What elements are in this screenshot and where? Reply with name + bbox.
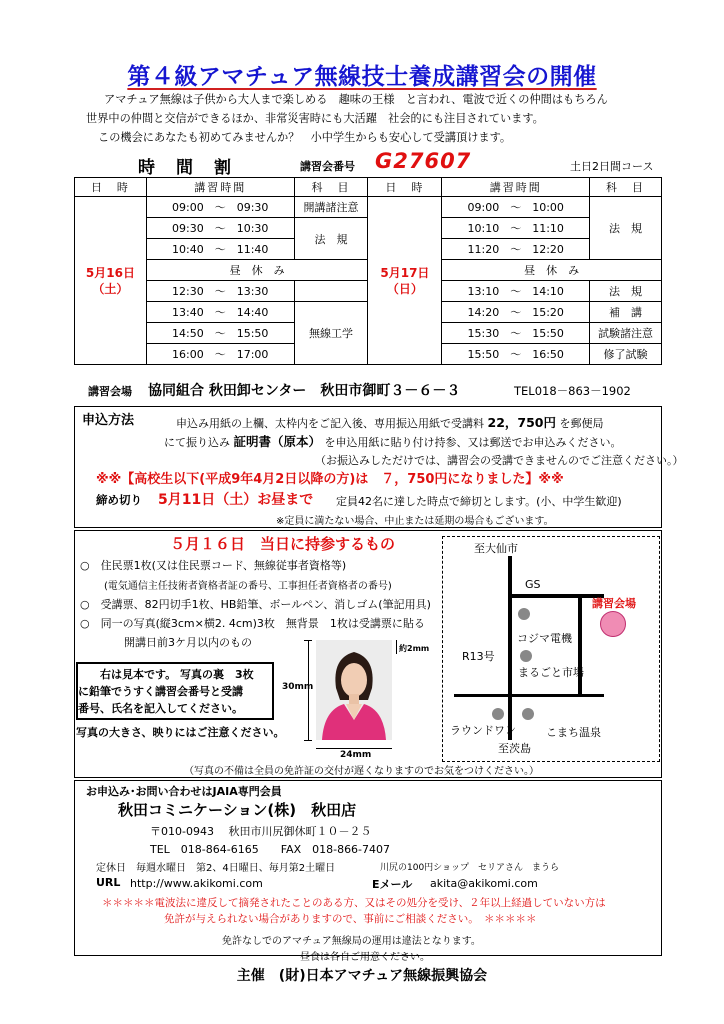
map-marker-kojima <box>520 650 532 662</box>
course-type: 土日2日間コース <box>570 160 654 173</box>
map-label-north: 至大仙市 <box>474 542 518 555</box>
map-label-roundone: ラウンドワン <box>450 724 516 737</box>
day1-weekday: （土） <box>92 281 129 296</box>
header-subject: 科 目 <box>590 178 662 197</box>
day2-date: 5月17日 <box>380 265 430 280</box>
photo-top-gap-label: 約2mm <box>399 644 430 653</box>
day1-subject: 無線工学 <box>294 302 368 365</box>
day1-time: 16:00 ～ 17:00 <box>146 344 294 365</box>
application-label: 申込方法 <box>82 413 135 428</box>
header-time: 講習時間 <box>146 178 294 197</box>
photo-width-label: 24mm <box>340 750 372 760</box>
day1-time: 09:00 ～ 09:30 <box>146 197 294 218</box>
map-label-kojima: コジマ電機 <box>517 632 572 645</box>
map-side-road <box>510 594 604 598</box>
day1-date: 5月16日 <box>85 265 135 280</box>
email-link[interactable]: akita@akikomi.com <box>430 877 538 890</box>
header-date: 日 時 <box>368 178 442 197</box>
email-label: Eメール <box>372 878 413 891</box>
dimension-tick <box>304 740 312 741</box>
student-fee-note: ※※【高校生以下(平成9年4月2日以降の方)は ７，750円になりました】※※ <box>96 472 564 487</box>
lunch-note: 昼食は各自ご用意ください。 <box>300 952 430 963</box>
application-line-1-end: を郵便局 <box>559 417 604 430</box>
venue-name: 協同組合 秋田卸センター 秋田市御町３－６－３ <box>148 383 461 399</box>
bring-item-1: ○ 住民票1枚(又は住民票コード、無線従事者資格等) <box>80 559 347 572</box>
day2-subject: 試験諸注意 <box>590 323 662 344</box>
day2-time: 10:10 ～ 11:10 <box>442 218 590 239</box>
bring-item-3: ○ 同一の写真(縦3cm×横2. 4cm)3枚 無背景 1枚は受講票に貼る <box>80 617 425 630</box>
header-date: 日 時 <box>75 178 147 197</box>
application-line-3: （お振込みしただけでは、講習会の受講できませんのでご注意ください。） <box>315 454 684 467</box>
map-route-13 <box>508 556 512 740</box>
illegal-operation-note: 免許なしでのアマチュア無線局の運用は違法となります。 <box>222 936 481 947</box>
map-marker-venue <box>600 611 626 637</box>
application-line-2 <box>164 432 622 450</box>
map-side-road-v <box>578 596 582 696</box>
day1-subject: 法 規 <box>294 218 368 260</box>
day2-subject: 補 講 <box>590 302 662 323</box>
certificate-text: 証明書（原本） <box>233 434 322 449</box>
day1-date-cell <box>75 197 147 365</box>
day2-time: 14:20 ～ 15:20 <box>442 302 590 323</box>
sample-note-line-2: に鉛筆でうすく講習会番号と受講 <box>78 685 243 698</box>
application-line-2-end: を申込用紙に貼り付け持参、又は郵送でお申込みください。 <box>324 436 622 449</box>
shop-holiday: 定休日 毎週水曜日 第2、4日曜日、毎月第2土曜日 <box>96 863 336 874</box>
bring-item-1-sub: (電気通信主任技術者資格者証の番号、工事担任者資格者の番号) <box>104 581 392 592</box>
venue-tel: TEL018－863－1902 <box>514 384 631 398</box>
day2-time: 09:00 ～ 10:00 <box>442 197 590 218</box>
course-fee: 22，750円 <box>487 415 556 430</box>
organizer: 主催 (財)日本アマチュア無線振興協会 <box>236 968 488 984</box>
map-label-gs: GS <box>525 578 541 591</box>
day1-subject: 開講諸注意 <box>294 197 368 218</box>
deadline-note: 定員42名に達した時点で締切とします。(小、中学生歓迎) <box>336 495 622 508</box>
intro-line-1: アマチュア無線は子供から大人まで楽しめる 趣味の王様 と言われ、電波で近くの仲間はもちろん <box>104 93 608 106</box>
day2-subject: 法 規 <box>590 197 662 260</box>
application-line-1-text: 申込み用紙の上欄、太枠内をご記入後、専用振込用紙で受講料 <box>176 417 484 430</box>
page-title: 第４級アマチュア無線技士養成講習会の開催 <box>127 64 597 90</box>
bring-item-3-sub: 開講日前3ケ月以内のもの <box>124 636 252 649</box>
intro-line-2: 世界中の仲間と交信ができるほか、非常災害時にも大活躍 社会的にも注目されています。 <box>86 112 544 125</box>
map-marker-komachi <box>522 708 534 720</box>
day1-time: 09:30 ～ 10:30 <box>146 218 294 239</box>
map-label-south: 至茨島 <box>498 742 531 755</box>
schedule-heading: 時 間 割 <box>138 158 233 178</box>
sample-photo <box>316 640 392 740</box>
website-link[interactable]: http://www.akikomi.com <box>130 877 263 890</box>
day1-subject-empty <box>294 281 368 302</box>
contact-heading: お申込み･お問い合わせはJAIA専門会員 <box>86 785 282 798</box>
day1-time: 12:30 ～ 13:30 <box>146 281 294 302</box>
license-warning-2: 免許が与えられない場合がありますので、事前にご相談ください。 ＊＊＊＊＊ <box>164 913 537 925</box>
timetable-row <box>75 197 662 218</box>
map-label-komachi: こまち温泉 <box>546 726 601 739</box>
header-time: 講習時間 <box>442 178 590 197</box>
day1-time: 13:40 ～ 14:40 <box>146 302 294 323</box>
license-warning-1: ＊＊＊＊＊電波法に違反して摘発されたことのある方、又はその処分を受け、２年以上経過していない方は <box>102 897 606 909</box>
photo-size-note: 写真の大きさ、映りにはご注意ください。 <box>76 726 285 739</box>
day2-time: 13:10 ～ 14:10 <box>442 281 590 302</box>
bring-item-2: ○ 受講票、82円切手1枚、HB鉛筆、ボールペン、消しゴム(筆記用具) <box>80 598 431 611</box>
cancel-note: ※定員に満たない場合、中止または延期の場合もございます。 <box>276 516 554 527</box>
application-line-1 <box>176 413 604 431</box>
sample-note-line-3: 番号、氏名を記入してください。 <box>78 702 243 715</box>
map-label-venue: 講習会場 <box>592 597 636 610</box>
session-number-label: 講習会番号 <box>300 160 355 173</box>
shop-landmark: 川尻の100円ショップ セリアさん まうら <box>380 863 559 873</box>
map-label-r13: R13号 <box>462 650 495 663</box>
photo-width-line <box>316 748 392 749</box>
map-label-marugoto: まるごと市場 <box>518 666 584 679</box>
timetable <box>74 177 662 365</box>
shop-address: 〒010-0943 秋田市川尻御休町１０－２５ <box>150 825 372 838</box>
day1-time: 14:50 ～ 15:50 <box>146 323 294 344</box>
intro-line-3: この機会にあなたも初めてみませんか？ 小中学生からも安心して受講頂けます。 <box>98 131 512 144</box>
dimension-tick <box>304 640 312 641</box>
map-marker-gs <box>518 608 530 620</box>
day2-date-cell <box>368 197 442 365</box>
day1-lunch: 昼 休 み <box>146 260 368 281</box>
header-subject: 科 目 <box>294 178 368 197</box>
day2-time: 11:20 ～ 12:20 <box>442 239 590 260</box>
day2-weekday: （日） <box>386 281 423 296</box>
day2-subject: 修了試験 <box>590 344 662 365</box>
day2-subject: 法 規 <box>590 281 662 302</box>
person-photo-icon <box>316 640 392 740</box>
map-marker-roundone <box>492 708 504 720</box>
photo-height-label: 30mm <box>282 682 314 692</box>
timetable-header-row <box>75 178 662 197</box>
shop-tel-fax: TEL 018-864-6165 FAX 018-866-7407 <box>150 843 391 856</box>
url-label: URL <box>96 876 121 889</box>
bring-title: ５月１６日 当日に持参するもの <box>170 535 396 553</box>
day1-time: 10:40 ～ 11:40 <box>146 239 294 260</box>
photo-warning: （写真の不備は全員の免許証の交付が遅くなりますのでお気をつけください。） <box>184 766 539 777</box>
day2-time: 15:50 ～ 16:50 <box>442 344 590 365</box>
day2-lunch: 昼 休 み <box>442 260 662 281</box>
deadline-value: 5月11日（土）お昼まで <box>158 492 314 508</box>
sample-note-line-1: 右は見本です。 写真の裏 3枚 <box>100 668 254 681</box>
shop-name: 秋田コミニケーション(株) 秋田店 <box>118 801 357 819</box>
day2-time: 15:30 ～ 15:50 <box>442 323 590 344</box>
deadline-label: 締め切り <box>96 493 142 507</box>
session-number: G27607 <box>375 149 472 173</box>
top-gap-line <box>396 640 397 654</box>
application-line-2-text: にて振り込み <box>164 436 230 449</box>
map-cross-road <box>454 694 604 697</box>
venue-label: 講習会場 <box>88 385 132 398</box>
